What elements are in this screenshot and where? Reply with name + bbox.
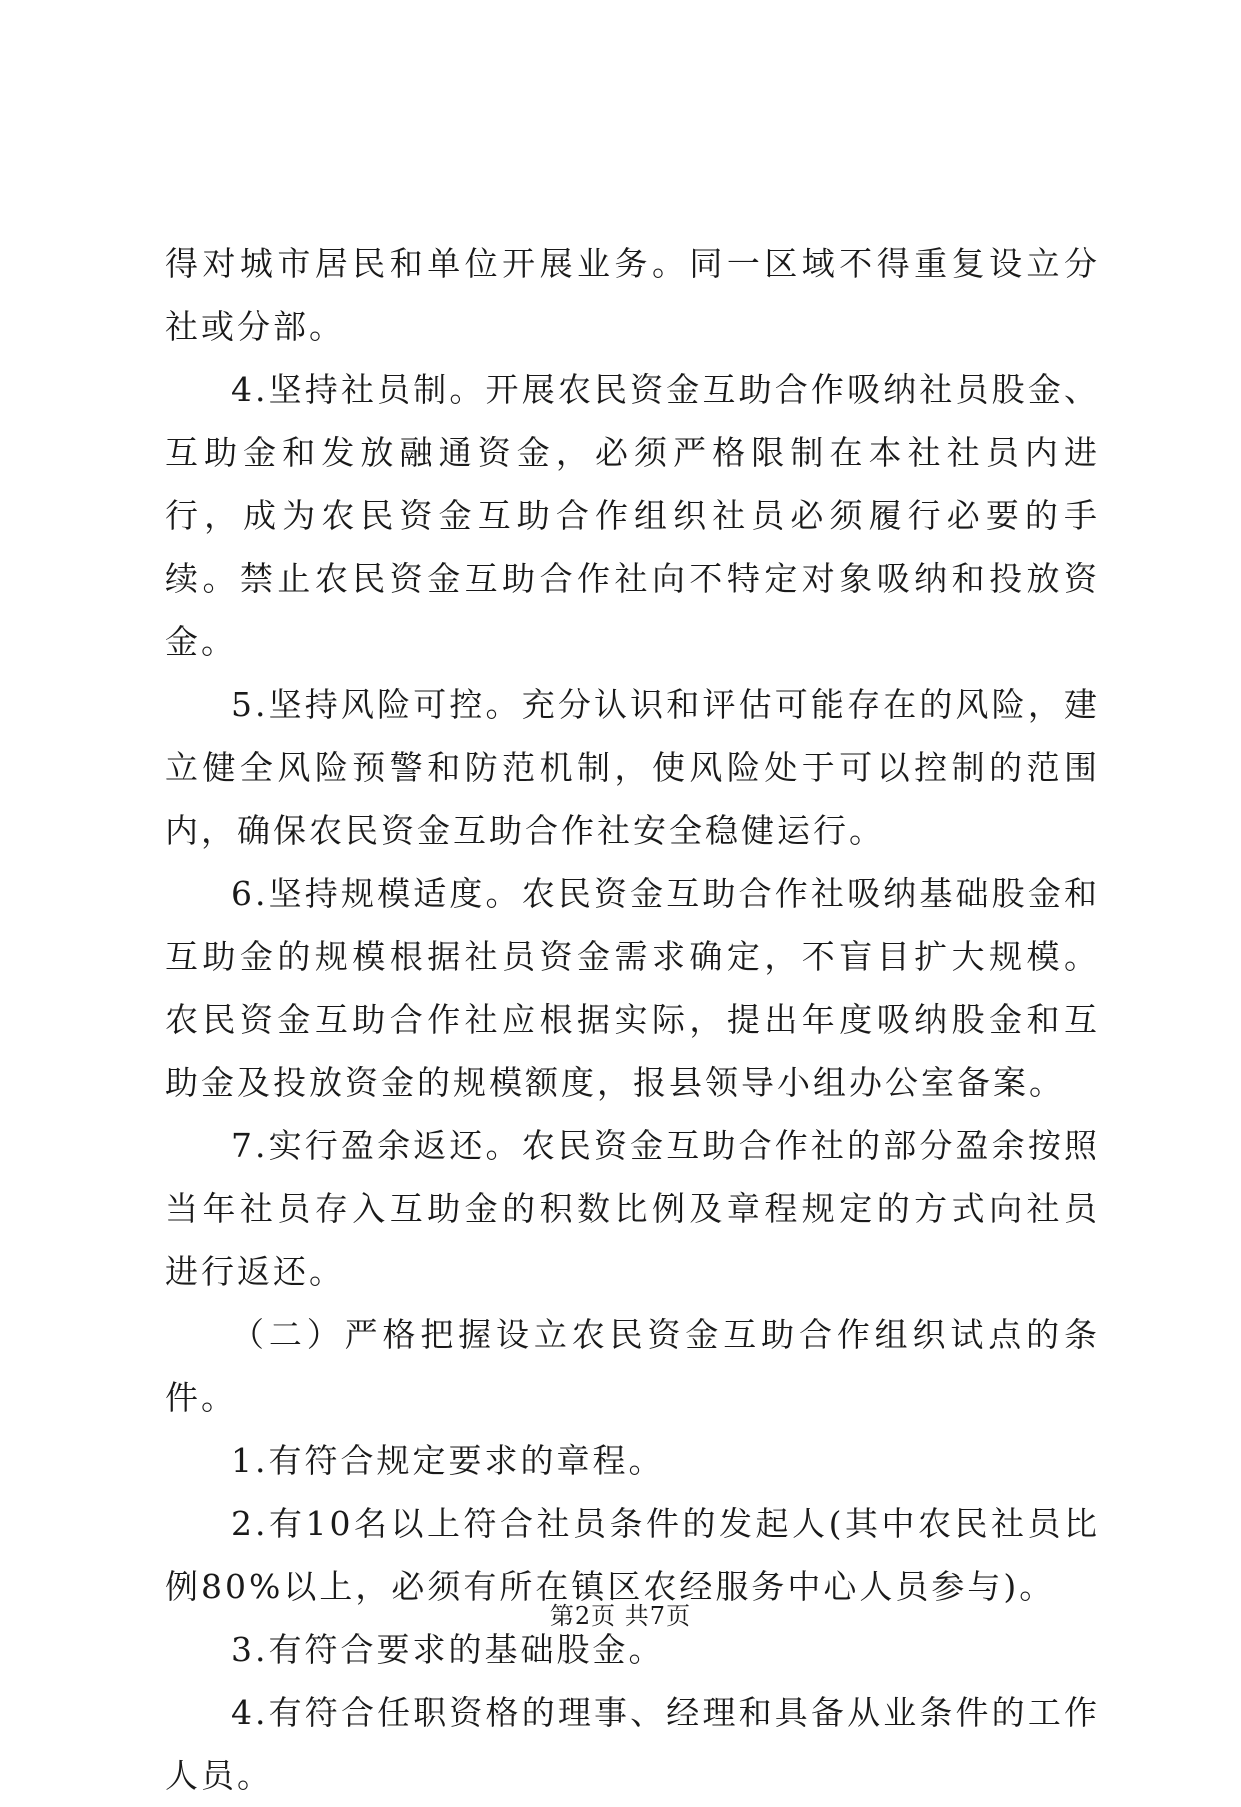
paragraph-item-7: 7.实行盈余返还。农民资金互助合作社的部分盈余按照当年社员存入互助金的积数比例及章程规定的方式向社员进行返还。	[165, 1126, 1100, 1291]
page-footer	[0, 1596, 1241, 1631]
condition-item-3: 3.有符合要求的基础股金。	[231, 1630, 665, 1669]
page-number-label: 第2页 共7页	[549, 1602, 692, 1630]
paragraph-continuation: 得对城市居民和单位开展业务。同一区域不得重复设立分社或分部。	[165, 244, 1100, 346]
condition-item-1: 1.有符合规定要求的章程。	[231, 1441, 665, 1480]
paragraph-item-4: 4.坚持社员制。开展农民资金互助合作吸纳社员股金、互助金和发放融通资金，必须严格限制在本社社员内进行，成为农民资金互助合作组织社员必须履行必要的手续。禁止农民资金互助合作社向不特定对象吸纳和投放资金。	[165, 370, 1100, 661]
document-body	[165, 232, 1100, 1807]
section-heading-2: （二）严格把握设立农民资金互助合作组织试点的条件。	[165, 1315, 1100, 1417]
condition-item-2: 2.有10名以上符合社员条件的发起人(其中农民社员比例80%以上，必须有所在镇区农经服务中心人员参与)。	[165, 1504, 1100, 1606]
paragraph-item-6: 6.坚持规模适度。农民资金互助合作社吸纳基础股金和互助金的规模根据社员资金需求确定，不盲目扩大规模。农民资金互助合作社应根据实际，提出年度吸纳股金和互助金及投放资金的规模额度，报县领导小组办公室备案。	[165, 874, 1100, 1102]
condition-item-4: 4.有符合任职资格的理事、经理和具备从业条件的工作人员。	[165, 1693, 1100, 1795]
paragraph-item-5: 5.坚持风险可控。充分认识和评估可能存在的风险，建立健全风险预警和防范机制，使风险处于可以控制的范围内，确保农民资金互助合作社安全稳健运行。	[165, 685, 1100, 850]
